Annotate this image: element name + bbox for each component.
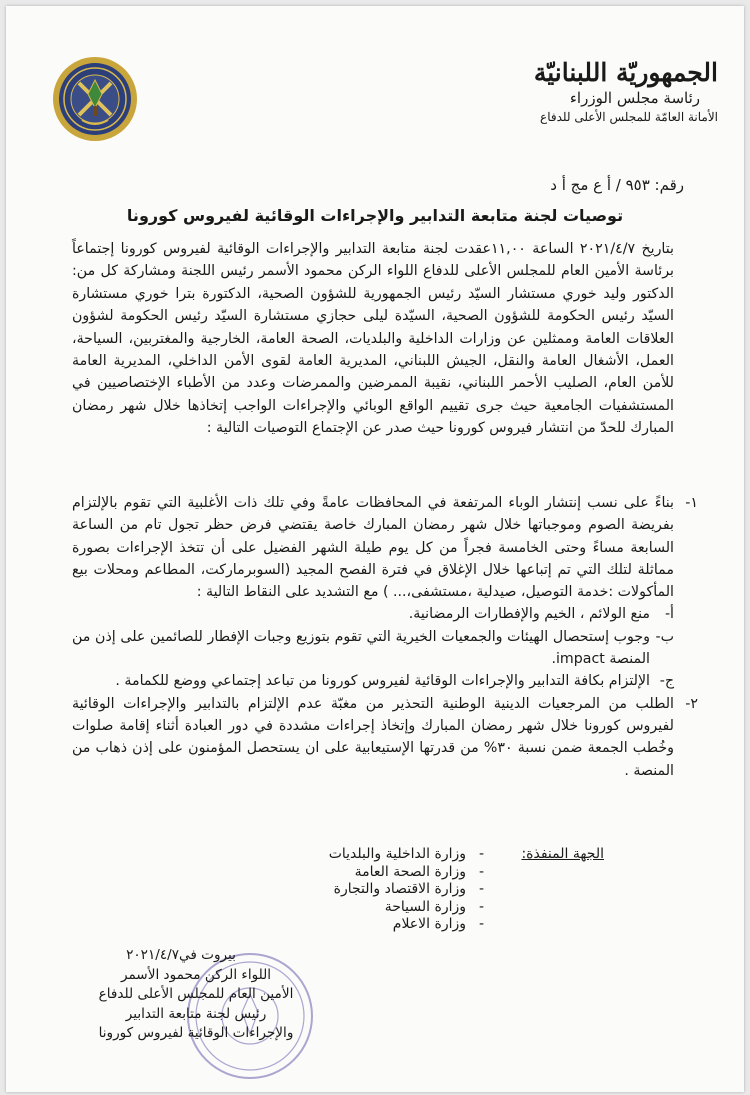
secretariat-name: الأمانة العامّة للمجلس الأعلى للدفاع [540, 110, 718, 124]
sub-item-text: وجوب إستحصال الهيئات والجمعيات الخيرية التي تقوم بتوزيع وجبات الإفطار للصائمين على إذن من المنصة [72, 628, 650, 668]
list-item: -وزارة الاعلام [392, 916, 484, 932]
list-item: -وزارة السياحة [384, 898, 484, 915]
republic-name: الجمهوريّة اللبنانيّة [533, 58, 718, 87]
sub-item-number: ج- [659, 673, 674, 690]
recommendation-item [72, 693, 698, 782]
signature-date: بيروت في٢٠٢١/٤/٧ [126, 947, 236, 963]
sub-item [72, 670, 674, 692]
item-text: الطلب من المرجعيات الدينية الوطنية التحذير من مغبّة عدم الإلتزام بالتدابير والإجراءات الوقائية لفيروس كورونا خلال شهر رمضان المبارك وإتخاذ إجراءات مشددة في دور العبادة أثناء إقامة صلوات وخُطب الجمعة ضمن نسبة ٣٠% من قدرتها الإستيعابية على ان يستحصل المؤمنون على إذن ذهاب من المنصة . [72, 695, 674, 779]
sub-item-text: الإلتزام بكافة التدابير والإجراءات الوقائية لفيروس كورونا من تباعد إجتماعي ووضع للكمامة . [115, 673, 650, 690]
council-emblem-icon [52, 56, 138, 142]
presidency-name: رئاسة مجلس الوزراء [569, 89, 700, 107]
signatory-role: والإجراءات الوقائية لفيروس كورونا [98, 1025, 294, 1041]
list-item: -وزارة الداخلية والبلديات [328, 846, 484, 862]
reference-number: رقم: ٩٥٣ / أ ع مج أ د [550, 176, 684, 194]
sub-item-text: منع الولائم ، الخيم والإفطارات الرمضانية. [408, 606, 650, 623]
signatory-role: الأمين العام للمجلس الأعلى للدفاع [98, 986, 294, 1002]
signatory-role: رئيس لجنة متابعة التدابير [125, 1005, 267, 1022]
signature-block [76, 946, 316, 1044]
sub-item-number: أ- [664, 606, 674, 623]
sub-item-text-end: . [551, 651, 556, 668]
executing-entities [304, 846, 604, 934]
recommendation-item [72, 492, 698, 693]
recommendations-list [72, 492, 698, 782]
item-text: بناءً على نسب إنتشار الوباء المرتفعة في المحافظات عامةً وفي تلك ذات الأغلبية التي تقوم بالإلتزام بفريضة الصوم وموجباتها خلال شهر رمضان المبارك خاصة يقتضي فرض حظر تجول تام من الساعة السابعة مساءً وحتى الخامسة فجراً من كل يوم طيلة الشهر الفضيل على أن تتخذ الإجراءات بصورة مماثلة لتلك التي تم إتباعها خلال الإغلاق في فترة الفصح المجيد (السوبرماركت، المطاعم ومحلات بيع المأكولات :خدمة التوصيل، صيدلية ،مستشفى،... ) مع التشديد على النقاط التالية : [72, 495, 674, 601]
signatory-name: اللواء الركن محمود الأسمر [120, 966, 272, 983]
platform-name: impact [555, 651, 605, 668]
intro-paragraph: بتاريخ ٢٠٢١/٤/٧ الساعة ١١,٠٠عقدت لجنة متابعة التدابير والإجراءات الوقائية لفيروس كورونا إجتماعاً برئاسة الأمين العام للمجلس الأعلى للدفاع اللواء الركن محمود الأسمر رئيس اللجنة ومشاركة كل من: الدكتور وليد خوري مستشار السيّد رئيس الجمهورية للشؤون الصحية، الدكتورة بترا خوري مستشارة السيّد رئيس الحكومة للشؤون الصحية، السيّدة ليلى حجازي مستشارة السيّد رئيس الحكومة لشؤون العلاقات العامة وممثلين عن وزارات الداخلية والبلديات، الصحة العامة، الخارجية والمغتربين، السياحة، العمل، الأشغال العامة والنقل، الجيش اللبناني، المديرية العامة لقوى الأمن الداخلي، المديرية العامة للأمن العام، الصليب الأحمر اللبناني، نقيبة الممرضين والممرضات وعدد من الأطباء الإختصاصيين في المستشفيات الجامعية حيث جرى تقييم الواقع الوبائي والإجراءات الواجب إتخاذها خلال شهر رمضان المبارك للحدّ من انتشار فيروس كورونا حيث صدر عن الإجتماع التوصيات التالية : [72, 241, 674, 437]
letterhead [418, 58, 718, 126]
sub-item [72, 603, 674, 625]
sub-item-number: ب- [655, 628, 674, 645]
item-number: ١- [685, 495, 698, 511]
list-item: -وزارة الاقتصاد والتجارة [333, 881, 484, 897]
sub-item [72, 626, 674, 671]
document-page [6, 6, 744, 1092]
list-item: -وزارة الصحة العامة [354, 863, 484, 880]
document-title: توصيات لجنة متابعة التدابير والإجراءات الوقائية لفيروس كورونا [126, 206, 624, 225]
item-number: ٢- [685, 695, 698, 712]
executing-label: الجهة المنفذة: [521, 846, 604, 862]
entities-list [304, 846, 484, 934]
